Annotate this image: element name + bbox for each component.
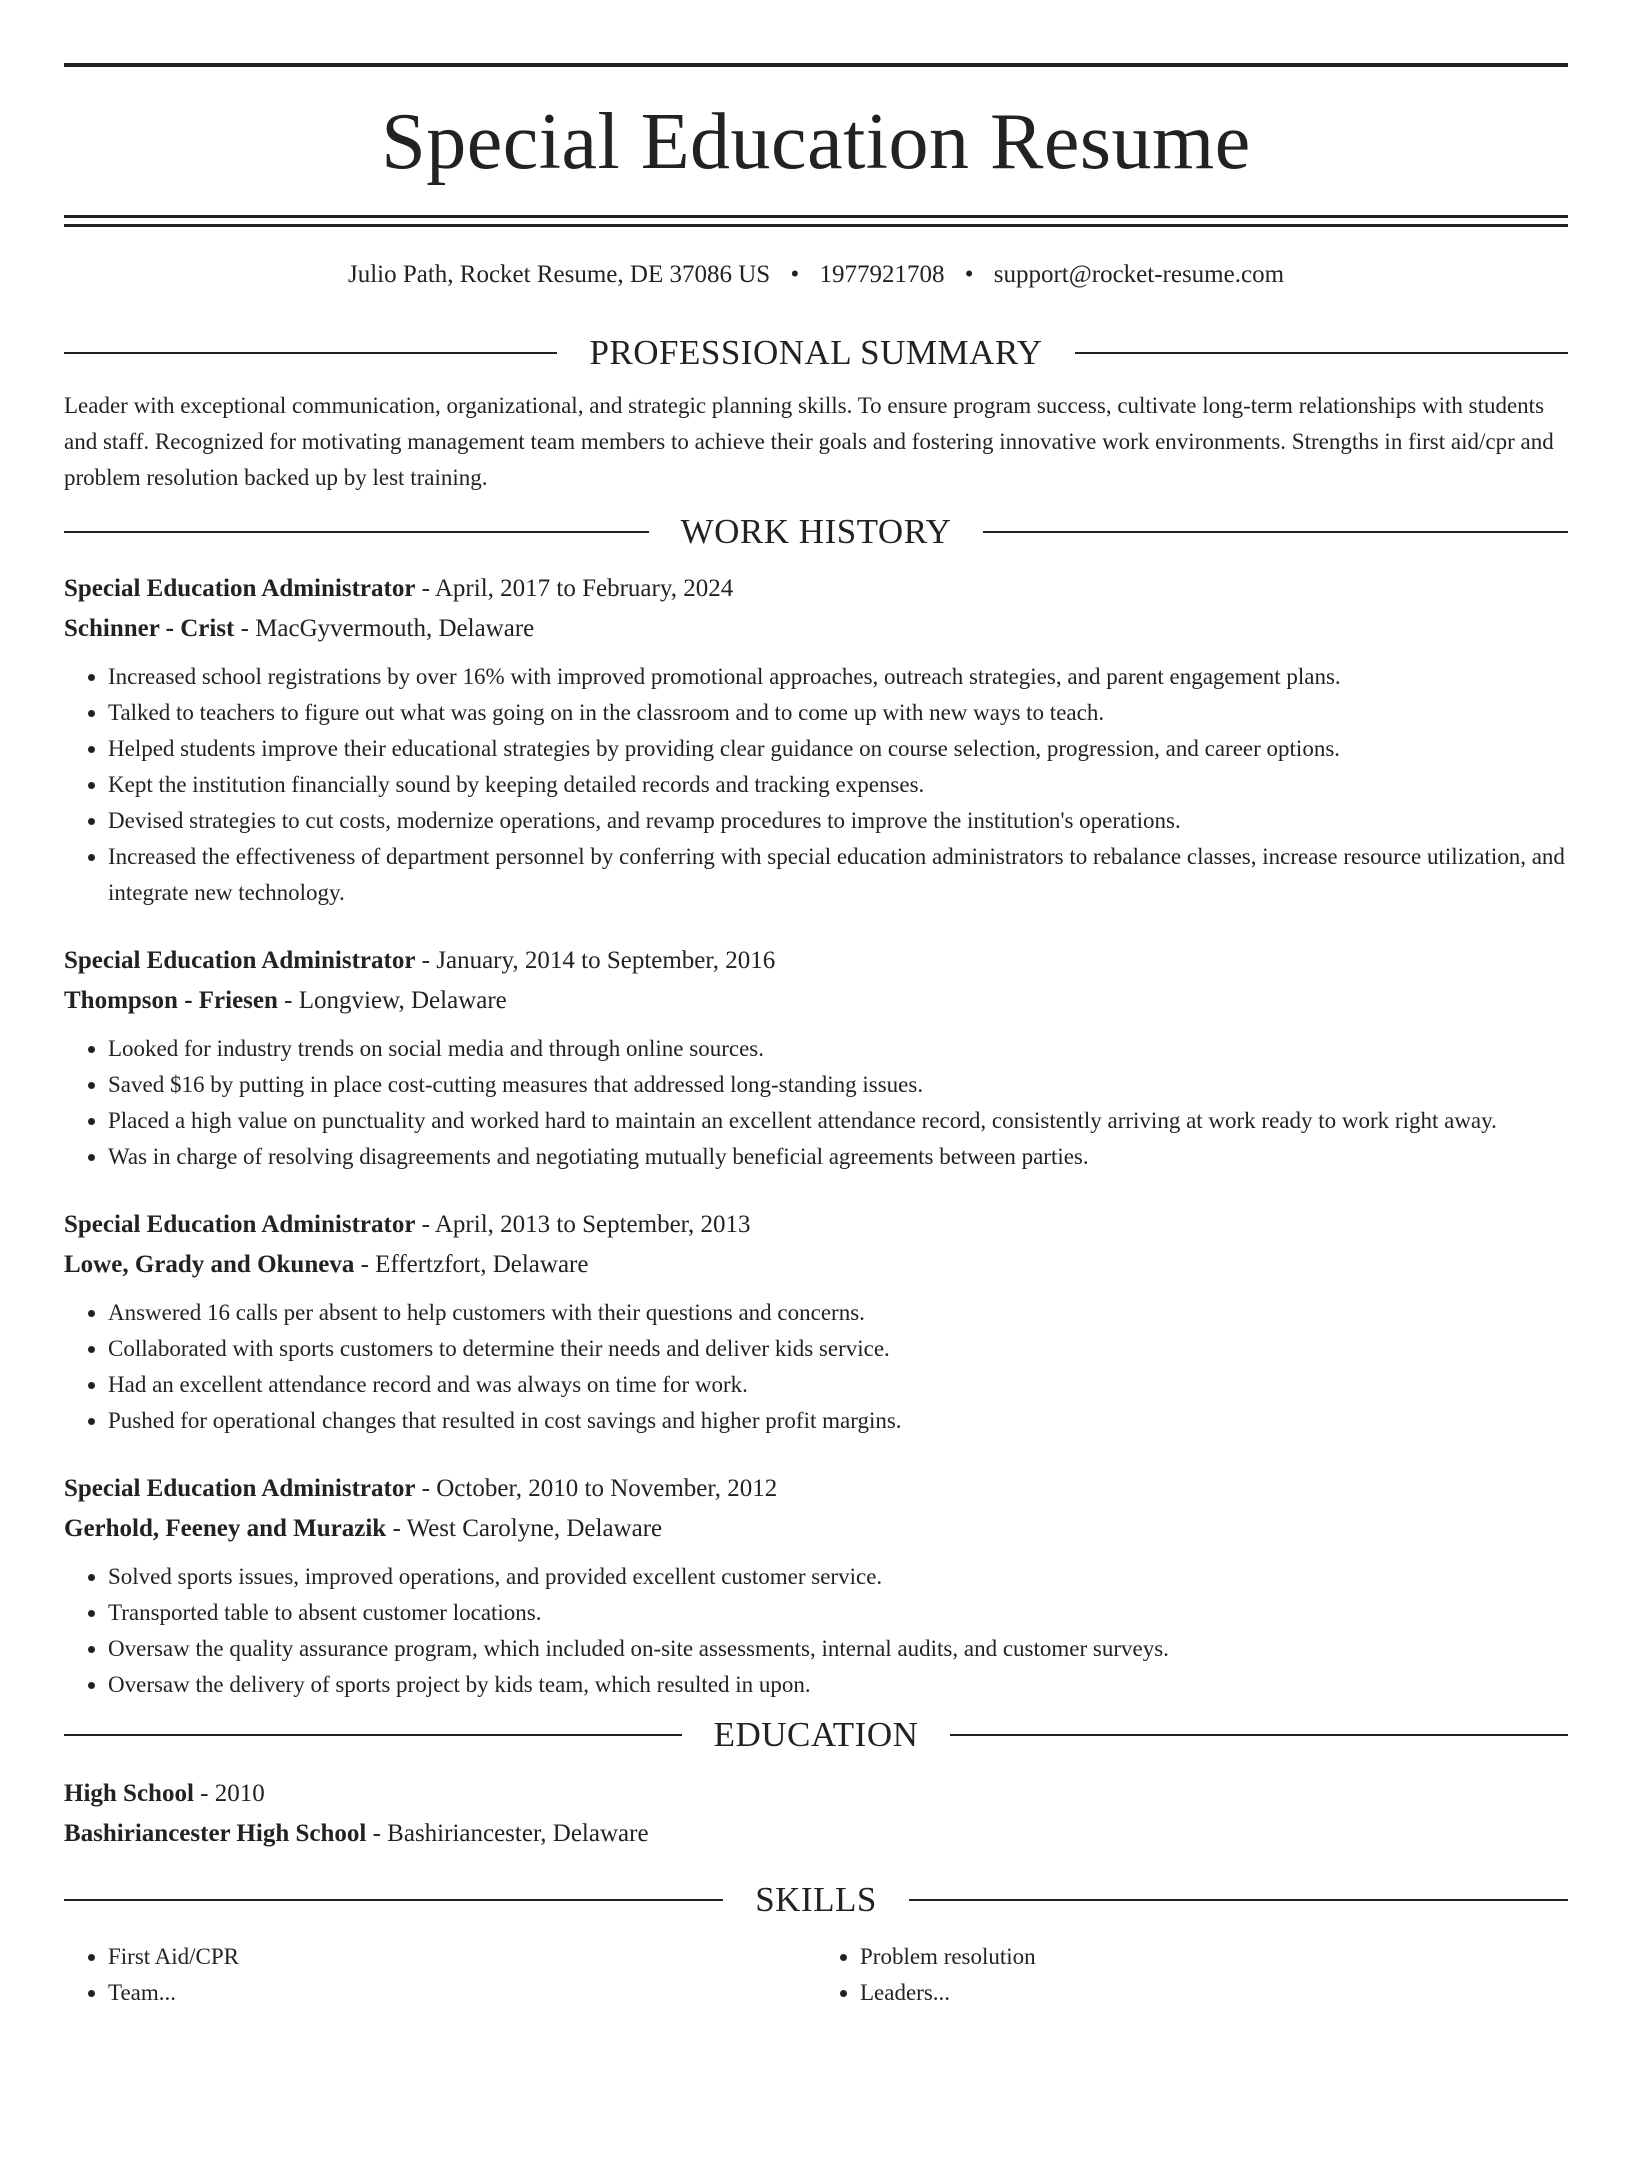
job-location: - West Carolyne, Delaware	[386, 1515, 663, 1542]
section-rule-left	[64, 531, 649, 533]
job-bullet: • Was in charge of resolving disagreements and negotiating mutually beneficial agreements between parties.	[108, 1139, 1568, 1175]
section-title-summary: PROFESSIONAL SUMMARY	[589, 333, 1043, 372]
job-bullet: • Kept the institution financially sound by keeping detailed records and tracking expenses.	[108, 767, 1568, 803]
skills-column-right	[816, 1939, 1568, 2011]
job-dates: - April, 2013 to September, 2013	[415, 1211, 751, 1238]
job-location: - Effertzfort, Delaware	[354, 1251, 589, 1278]
job-title-line	[64, 1469, 1568, 1509]
job-location: - Longview, Delaware	[277, 987, 507, 1014]
job-title: Special Education Administrator	[64, 1475, 416, 1502]
skill-item: • Problem resolution	[860, 1939, 1568, 1975]
section-header-summary	[64, 335, 1568, 370]
contact-line	[64, 262, 1568, 287]
skill-item: • First Aid/CPR	[108, 1939, 816, 1975]
section-title-skills: SKILLS	[755, 1880, 877, 1919]
job-dates: - October, 2010 to November, 2012	[415, 1475, 778, 1502]
job-bullet: • Increased the effectiveness of department personnel by conferring with special education administrators to rebalance classes, increase resource utilization, and integrate new technology.	[108, 839, 1568, 911]
job-company: Lowe, Grady and Okuneva	[64, 1251, 355, 1278]
section-rule-left	[64, 1734, 682, 1736]
contact-separator: •	[964, 261, 974, 288]
job-bullet: • Oversaw the delivery of sports project by kids team, which resulted in upon.	[108, 1667, 1568, 1703]
job-bullet: • Oversaw the quality assurance program, which included on-site assessments, internal audits, and customer surveys.	[108, 1631, 1568, 1667]
job-bullet: • Had an excellent attendance record and was always on time for work.	[108, 1367, 1568, 1403]
skill-item: • Team...	[108, 1975, 816, 2011]
contact-address: Julio Path, Rocket Resume, DE 37086 US	[347, 261, 771, 288]
job-bullet: • Increased school registrations by over 16% with improved promotional approaches, outreach strategies, and parent engagement plans.	[108, 659, 1568, 695]
section-header-work	[64, 514, 1568, 549]
education-location: - Bashiriancester, Delaware	[366, 1820, 649, 1847]
job-bullets	[64, 1031, 1568, 1175]
job-company-line	[64, 1245, 1568, 1285]
job-bullet: • Solved sports issues, improved operations, and provided excellent customer service.	[108, 1559, 1568, 1595]
job-company-line	[64, 981, 1568, 1021]
job-title: Special Education Administrator	[64, 1211, 416, 1238]
resume-title: Special Education Resume	[381, 98, 1251, 186]
job-bullet: • Looked for industry trends on social media and through online sources.	[108, 1031, 1568, 1067]
job-bullet: • Devised strategies to cut costs, modernize operations, and revamp procedures to improve the institution's operations.	[108, 803, 1568, 839]
section-title-education: EDUCATION	[713, 1715, 919, 1754]
section-title-work: WORK HISTORY	[680, 512, 952, 551]
job-company: Gerhold, Feeney and Murazik	[64, 1515, 387, 1542]
job-bullets	[64, 659, 1568, 911]
job-company: Schinner - Crist	[64, 615, 235, 642]
job-bullet: • Pushed for operational changes that resulted in cost savings and higher profit margins.	[108, 1403, 1568, 1439]
section-header-skills	[64, 1882, 1568, 1917]
skills-column-left	[64, 1939, 816, 2011]
job-bullets	[64, 1559, 1568, 1703]
job-bullet: • Saved $16 by putting in place cost-cutting measures that addressed long-standing issues.	[108, 1067, 1568, 1103]
job-company-line	[64, 1509, 1568, 1549]
skill-item: • Leaders...	[860, 1975, 1568, 2011]
job-bullet: • Collaborated with sports customers to determine their needs and deliver kids service.	[108, 1331, 1568, 1367]
education-degree-line	[64, 1774, 1568, 1814]
job-title: Special Education Administrator	[64, 947, 416, 974]
skills-list	[64, 1939, 1568, 2011]
job-title: Special Education Administrator	[64, 575, 416, 602]
job-bullet: • Placed a high value on punctuality and worked hard to maintain an excellent attendance record, consistently arriving at work ready to work right away.	[108, 1103, 1568, 1139]
job-company: Thompson - Friesen	[64, 987, 278, 1014]
job-bullet: • Answered 16 calls per absent to help customers with their questions and concerns.	[108, 1295, 1568, 1331]
top-rule	[64, 63, 1568, 67]
resume-page	[0, 63, 1632, 2175]
section-header-education	[64, 1717, 1568, 1752]
job-dates: - April, 2017 to February, 2024	[415, 575, 734, 602]
job-dates: - January, 2014 to September, 2016	[415, 947, 776, 974]
job-entry	[64, 941, 1568, 1175]
education-school: Bashiriancester High School	[64, 1820, 367, 1847]
job-entry	[64, 569, 1568, 911]
job-bullet: • Transported table to absent customer locations.	[108, 1595, 1568, 1631]
job-location: - MacGyvermouth, Delaware	[234, 615, 535, 642]
education-year: - 2010	[193, 1780, 265, 1807]
job-title-line	[64, 941, 1568, 981]
job-bullet: • Helped students improve their educational strategies by providing clear guidance on course selection, progression, and career options.	[108, 731, 1568, 767]
section-rule-left	[64, 1899, 723, 1901]
job-title-line	[64, 569, 1568, 609]
job-bullets	[64, 1295, 1568, 1439]
section-rule-right	[950, 1734, 1568, 1736]
job-company-line	[64, 609, 1568, 649]
contact-email[interactable]: support@rocket-resume.com	[993, 261, 1285, 288]
job-bullet: • Talked to teachers to figure out what was going on in the classroom and to come up with new ways to teach.	[108, 695, 1568, 731]
section-rule-right	[1075, 352, 1568, 354]
contact-separator: •	[790, 261, 800, 288]
job-title-line	[64, 1205, 1568, 1245]
job-entry	[64, 1469, 1568, 1703]
title-double-rule	[64, 215, 1568, 227]
section-rule-right	[983, 531, 1568, 533]
education-school-line	[64, 1814, 1568, 1854]
education-degree: High School	[64, 1780, 194, 1807]
contact-phone: 1977921708	[819, 261, 945, 288]
summary-text: Leader with exceptional communication, organizational, and strategic planning skills. To ensure program success, cultivate long-term relationships with students and staff. Recognized for motivating management team members to achieve their goals and fostering innovative work environments. Strengths in first aid/cpr and problem resolution backed up by lest training.	[64, 393, 1554, 490]
job-entry	[64, 1205, 1568, 1439]
section-rule-right	[909, 1899, 1568, 1901]
section-rule-left	[64, 352, 557, 354]
